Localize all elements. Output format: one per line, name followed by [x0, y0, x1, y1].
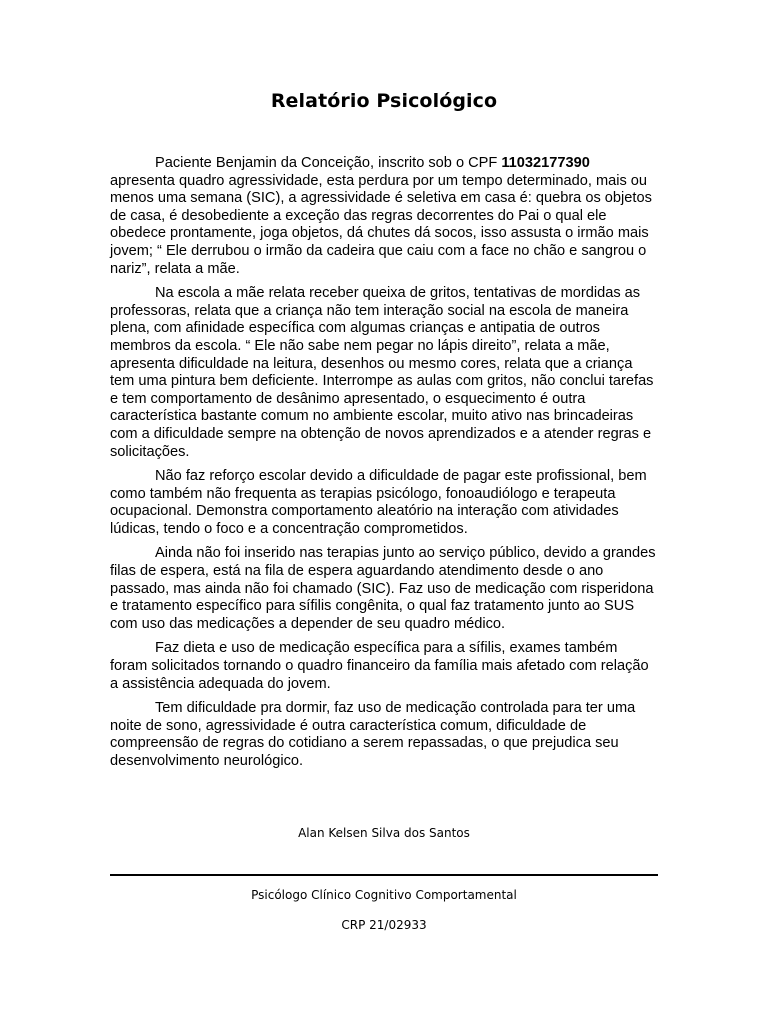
document-title: Relatório Psicológico — [270, 90, 498, 112]
signature-name: Alan Kelsen Silva dos Santos — [298, 826, 470, 840]
paragraph-patient-summary — [110, 155, 658, 278]
paragraph-1-intro: Paciente Benjamin da Conceição, inscrito sob o CPF — [155, 155, 502, 171]
signature-line — [110, 874, 658, 876]
signature-role: Psicólogo Clínico Cognitivo Comportamental — [251, 888, 517, 902]
cpf-number: 11032177390 — [501, 155, 590, 171]
report-body — [110, 155, 658, 778]
paragraph-public-service: Ainda não foi inserido nas terapias junto ao serviço público, devido a grandes filas de espera, está na fila de espera aguardando atendimento desde o ano passado, mas ainda não foi chamado (SIC). Faz uso de medicação com risperidona e tratamento específico para sífilis congênita, o qual faz tratamento junto ao SUS com uso das medicações a depender de seu quadro médico. — [110, 545, 656, 632]
paragraph-school: Na escola a mãe relata receber queixa de gritos, tentativas de mordidas as professoras, relata que a criança não tem interação social na escola de maneira plena, com afinidade específica com algumas crianças e antipatia de outros membros da escola. “ Ele não sabe nem pegar no lápis direito”, relata a mãe, apresenta dificuldade na leitura, desenhos ou mesmo cores, relata que a criança tem uma pintura bem deficiente. Interrompe as aulas com gritos, não conclui tarefas e tem comportamento de desânimo apresentado, o esquecimento é outra característica bastante comum no ambiente escolar, muito ativo nas brincadeiras com a dificuldade sempre na obtenção de novos aprendizados e a atender regras e solicitações. — [110, 285, 654, 460]
paragraph-therapies: Não faz reforço escolar devido a dificuldade de pagar este profissional, bem como também não frequenta as terapias psicólogo, fonoaudiólogo e terapeuta ocupacional. Demonstra comportamento aleatório na interação com atividades lúdicas, tendo o foco e a concentração comprometidos. — [110, 468, 647, 537]
signature-crp: CRP 21/02933 — [341, 918, 427, 932]
paragraph-sleep: Tem dificuldade pra dormir, faz uso de medicação controlada para ter uma noite de sono, agressividade é outra característica comum, dificuldade de compreensão de regras do cotidiano a serem repassadas, o que prejudica seu desenvolvimento neurológico. — [110, 700, 636, 769]
paragraph-diet-medication: Faz dieta e uso de medicação específica para a sífilis, exames também foram solicitados tornando o quadro financeiro da família mais afetado com relação a assistência adequada do jovem. — [110, 640, 649, 692]
paragraph-1-rest: apresenta quadro agressividade, esta perdura por um tempo determinado, mais ou menos uma semana (SIC), a agressividade é seletiva em casa é: quebra os objetos de casa, é desobediente a exceção das regras decorrentes do Pai o qual ele obedece prontamente, joga objetos, dá chutes dá socos, isso assusta o irmão mais jovem; “ Ele derrubou o irmão da cadeira que caiu com a face no chão e sangrou o nariz”, relata a mãe. — [110, 172, 652, 277]
